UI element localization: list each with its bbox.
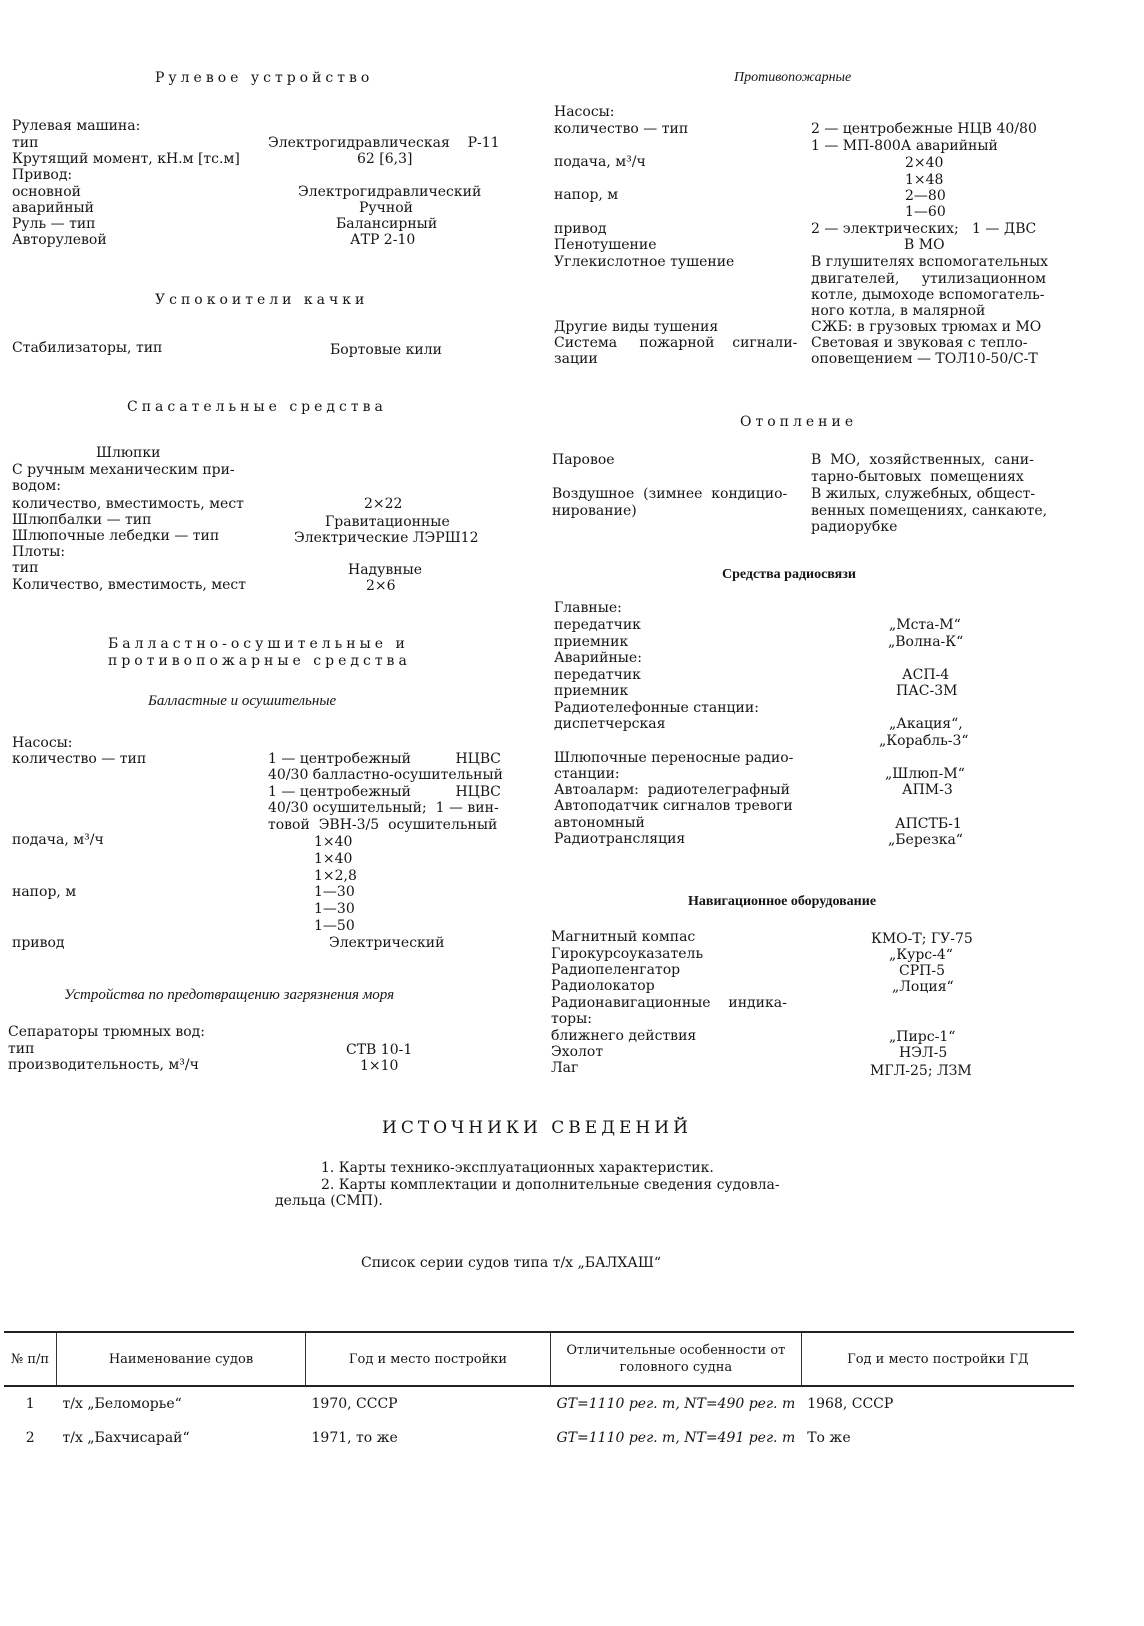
nav-row: Радиолокатор — [551, 978, 655, 994]
cell-differences: GT=1110 рег. т, NT=491 рег. т — [556, 1429, 796, 1446]
radio-row: приемник — [554, 683, 629, 699]
co2-label: Углекислотное тушение — [554, 254, 735, 270]
alarm-label: зации — [554, 351, 598, 367]
row-value: АСП-4 — [902, 667, 950, 683]
head-value: 1—30 — [314, 884, 355, 900]
source-item-2: 2. Карты комплектации и дополнительные сведения судовла- — [321, 1177, 780, 1193]
row-value: „Волна-К“ — [888, 634, 964, 650]
steering-row — [12, 184, 81, 201]
steering-row — [12, 135, 38, 152]
rescue-row: водом: — [12, 478, 61, 494]
radio-row: передатчик — [554, 667, 641, 683]
qty-value-3: 1 — центробежный НЦВС — [268, 784, 501, 800]
other-value: СЖБ: в грузовых трюмах и МО — [811, 319, 1042, 335]
row-label: Привод: — [12, 167, 73, 183]
col-header-name: Наименование судов — [57, 1332, 306, 1386]
fire-qty-value: 1 — МП-800А аварийный — [811, 138, 998, 154]
fire-qty-value: 2 — центробежные НЦВ 40/80 — [811, 121, 1037, 137]
cell-differences: GT=1110 рег. т, NT=490 рег. т — [556, 1395, 796, 1412]
nav-row: Эхолот — [551, 1044, 604, 1060]
foam-value: В МО — [904, 237, 945, 253]
qty-label: количество — тип — [12, 751, 147, 767]
row-value: 2×6 — [366, 578, 396, 594]
head-value: 1—30 — [314, 901, 355, 917]
rescue-row: Количество, вместимость, мест — [12, 577, 246, 593]
steam-label: Паровое — [552, 452, 615, 468]
foam-label: Пенотушение — [554, 237, 657, 253]
row-value: АТР 2-10 — [350, 232, 416, 248]
nav-row: Радионавигационные индика- — [551, 995, 787, 1011]
col-header-engine-year: Год и место постройки ГД — [801, 1332, 1074, 1386]
row-value: МГЛ-25; ЛЗМ — [870, 1063, 972, 1079]
row-value: „Лоция“ — [892, 979, 954, 995]
row-label: аварийный — [12, 200, 95, 216]
co2-value: котле, дымоходе вспомогатель- — [811, 287, 1045, 303]
air-value: венных помещениях, санкаюте, — [811, 503, 1048, 519]
radio-row: Радиотрансляция — [554, 831, 686, 847]
radio-row: станции: — [554, 766, 620, 782]
flow-label: подача, м³/ч — [12, 832, 104, 848]
boats-subheading: Шлюпки — [96, 445, 161, 461]
radio-row: Автоподатчик сигналов тревоги — [554, 798, 793, 814]
row-value: 2×22 — [364, 496, 403, 512]
flow-value: 1×2,8 — [314, 868, 357, 884]
qty-value-5: товой ЭВН-3/5 осушительный — [268, 817, 498, 833]
fire-head-value: 2—80 — [905, 188, 946, 204]
nav-row: Магнитный компас — [551, 929, 696, 945]
flow-value: 1×40 — [314, 834, 353, 850]
sources-heading: ИСТОЧНИКИ СВЕДЕНИЙ — [382, 1118, 692, 1138]
source-item-2-cont: дельца (СМП). — [275, 1193, 383, 1209]
ballast-heading-line1: Балластно-осушительные и — [108, 636, 409, 652]
row-value: АПСТБ-1 — [895, 816, 962, 832]
head-value: 1—50 — [314, 918, 355, 934]
table-row — [4, 1421, 1074, 1455]
fire-drive-label: привод — [554, 221, 607, 237]
row-value: ПАС-3М — [896, 683, 958, 699]
row-value: СРП-5 — [899, 963, 945, 979]
row-value: СТВ 10-1 — [346, 1042, 413, 1058]
fire-head-label: напор, м — [554, 187, 619, 203]
qty-value-2: 40/30 балластно-осушительный — [268, 767, 503, 783]
nav-heading: Навигационное оборудование — [688, 894, 877, 909]
co2-value: ного котла, в малярной — [811, 303, 986, 319]
radio-heading: Средства радиосвязи — [722, 567, 856, 582]
nav-row: Лаг — [551, 1060, 579, 1076]
steering-row — [12, 200, 94, 217]
qty-value-1: 1 — центробежный НЦВС — [268, 751, 501, 767]
row-value: 62 [6,3] — [357, 151, 413, 167]
radio-row: автономный — [554, 815, 645, 831]
rescue-row: тип — [12, 560, 39, 576]
other-label: Другие виды тушения — [554, 319, 719, 335]
col-header-year-place: Год и место постройки — [306, 1332, 551, 1386]
radio-row: Шлюпочные переносные радио- — [554, 750, 794, 766]
fire-heading: Противопожарные — [734, 70, 852, 85]
row-value: Ручной — [359, 200, 414, 216]
radio-row: Аварийные: — [554, 650, 642, 666]
radio-row: Радиотелефонные станции: — [554, 700, 759, 716]
rescue-heading: Спасательные средства — [127, 399, 387, 415]
row-value: Надувные — [348, 562, 423, 578]
rescue-row: С ручным механическим при- — [12, 462, 235, 478]
alarm-label: Система пожарной сигнали- — [554, 335, 798, 351]
row-label: тип — [12, 135, 39, 151]
row-value: АПМ-3 — [902, 782, 953, 798]
row-value: Электрические ЛЭРШ12 — [294, 530, 479, 546]
series-table — [4, 1331, 1074, 1455]
rescue-row: количество, вместимость, мест — [12, 496, 244, 512]
row-label: Крутящий момент, кН.м [тс.м] — [12, 151, 240, 167]
row-value: „Пирс-1“ — [889, 1029, 956, 1045]
pollution-row: тип — [8, 1041, 35, 1057]
air-label: Воздушное (зимнее кондицио- — [552, 486, 788, 502]
cell-ship-name: т/х „Бахчисарай“ — [62, 1429, 190, 1446]
nav-row: Гирокурсоуказатель — [551, 946, 704, 962]
fire-flow-label: подача, м³/ч — [554, 154, 646, 170]
air-label: нирование) — [552, 503, 637, 519]
rescue-row: Плоты: — [12, 544, 66, 560]
air-value: В жилых, служебных, общест- — [811, 486, 1036, 502]
fire-drive-value: 2 — электрических; 1 — ДВС — [811, 221, 1037, 237]
alarm-value: Световая и звуковая с тепло- — [811, 335, 1028, 351]
row-value: 1×10 — [360, 1058, 399, 1074]
qty-value-4: 40/30 осушительный; 1 — вин- — [268, 800, 499, 816]
alarm-value: оповещением — ТОЛ10-50/С-Т — [811, 351, 1038, 367]
pollution-heading: Устройства по предотвращению загрязнения моря — [64, 987, 395, 1003]
co2-value: двигателей, утилизационном — [811, 271, 1047, 287]
row-value: Балансирный — [336, 216, 438, 232]
heating-heading: Отопление — [740, 414, 858, 430]
roll-label: Стабилизаторы, тип — [12, 340, 163, 356]
rescue-row: Шлюпочные лебедки — тип — [12, 528, 220, 544]
steam-value: В МО, хозяйственных, сани- — [811, 452, 1034, 468]
steering-row — [12, 232, 107, 249]
cell-number: 2 — [25, 1429, 35, 1446]
roll-heading: Успокоители качки — [155, 292, 369, 308]
row-value: „Мста-М“ — [889, 617, 961, 633]
fire-flow-value: 1×48 — [905, 172, 944, 188]
cell-number: 1 — [25, 1395, 35, 1412]
row-value: „Березка“ — [888, 832, 963, 848]
radio-row: Автоаларм: радиотелеграфный — [554, 782, 791, 798]
fire-qty-label: количество — тип — [554, 121, 689, 137]
head-label: напор, м — [12, 884, 77, 900]
cell-engine-year: То же — [807, 1429, 851, 1446]
nav-row: торы: — [551, 1011, 592, 1027]
row-value: КМО-Т; ГУ-75 — [871, 931, 973, 947]
rescue-row: Шлюпбалки — тип — [12, 512, 152, 528]
steering-row — [12, 151, 240, 168]
fire-flow-value: 2×40 — [905, 155, 944, 171]
row-label: основной — [12, 184, 82, 200]
nav-row: Радиопеленгатор — [551, 962, 681, 978]
radio-row: передатчик — [554, 617, 641, 633]
row-value: „Курс-4“ — [889, 947, 953, 963]
row-value: Электрогидравлический — [298, 184, 482, 200]
drive-value: Электрический — [329, 935, 445, 951]
pollution-row: Сепараторы трюмных вод: — [8, 1024, 205, 1040]
cell-ship-name: т/х „Беломорье“ — [62, 1395, 182, 1412]
row-value: НЭЛ-5 — [899, 1045, 948, 1061]
flow-value: 1×40 — [314, 851, 353, 867]
radio-row: приемник — [554, 634, 629, 650]
row-value: Электрогидравлическая Р-11 — [268, 135, 500, 151]
table-row — [4, 1386, 1074, 1421]
radio-row: диспетчерская — [554, 716, 666, 732]
cell-year-place: 1970, СССР — [311, 1395, 398, 1412]
nav-row: ближнего действия — [551, 1028, 697, 1044]
steering-row — [12, 216, 95, 233]
row-value: Гравитационные — [325, 514, 450, 530]
pollution-row: производительность, м³/ч — [8, 1057, 199, 1073]
fire-pumps-label: Насосы: — [554, 104, 615, 120]
row-label: Авторулевой — [12, 232, 107, 248]
row-value: „Корабль-3“ — [879, 733, 969, 749]
col-header-differences: Отличительные особенности от головного судна — [551, 1332, 802, 1386]
cell-year-place: 1971, то же — [311, 1429, 398, 1446]
co2-value: В глушителях вспомогательных — [811, 254, 1049, 270]
drive-label: привод — [12, 935, 65, 951]
pumps-label: Насосы: — [12, 735, 73, 751]
ballast-heading-line2: противопожарные средства — [108, 653, 411, 669]
air-value: радиорубке — [811, 519, 898, 535]
ballast-subheading: Балластные и осушительные — [148, 693, 337, 709]
steam-value: тарно-бытовых помещениях — [811, 469, 1024, 485]
row-label: Рулевая машина: — [12, 118, 141, 134]
row-label: Руль — тип — [12, 216, 96, 232]
steering-heading: Рулевое устройство — [155, 70, 374, 86]
steering-row — [12, 167, 72, 184]
fire-head-value: 1—60 — [905, 204, 946, 220]
row-value: „Акация“, — [889, 716, 963, 732]
cell-engine-year: 1968, СССР — [807, 1395, 894, 1412]
row-value: „Шлюп-М“ — [885, 766, 965, 782]
steering-row — [12, 118, 140, 135]
roll-value: Бортовые кили — [330, 342, 442, 358]
col-header-number: № п/п — [4, 1332, 57, 1386]
table-header-row — [4, 1332, 1074, 1386]
series-heading: Список серии судов типа т/х „БАЛХАШ“ — [361, 1255, 662, 1271]
radio-row: Главные: — [554, 600, 622, 616]
source-item-1: 1. Карты технико-эксплуатационных характеристик. — [321, 1160, 714, 1176]
